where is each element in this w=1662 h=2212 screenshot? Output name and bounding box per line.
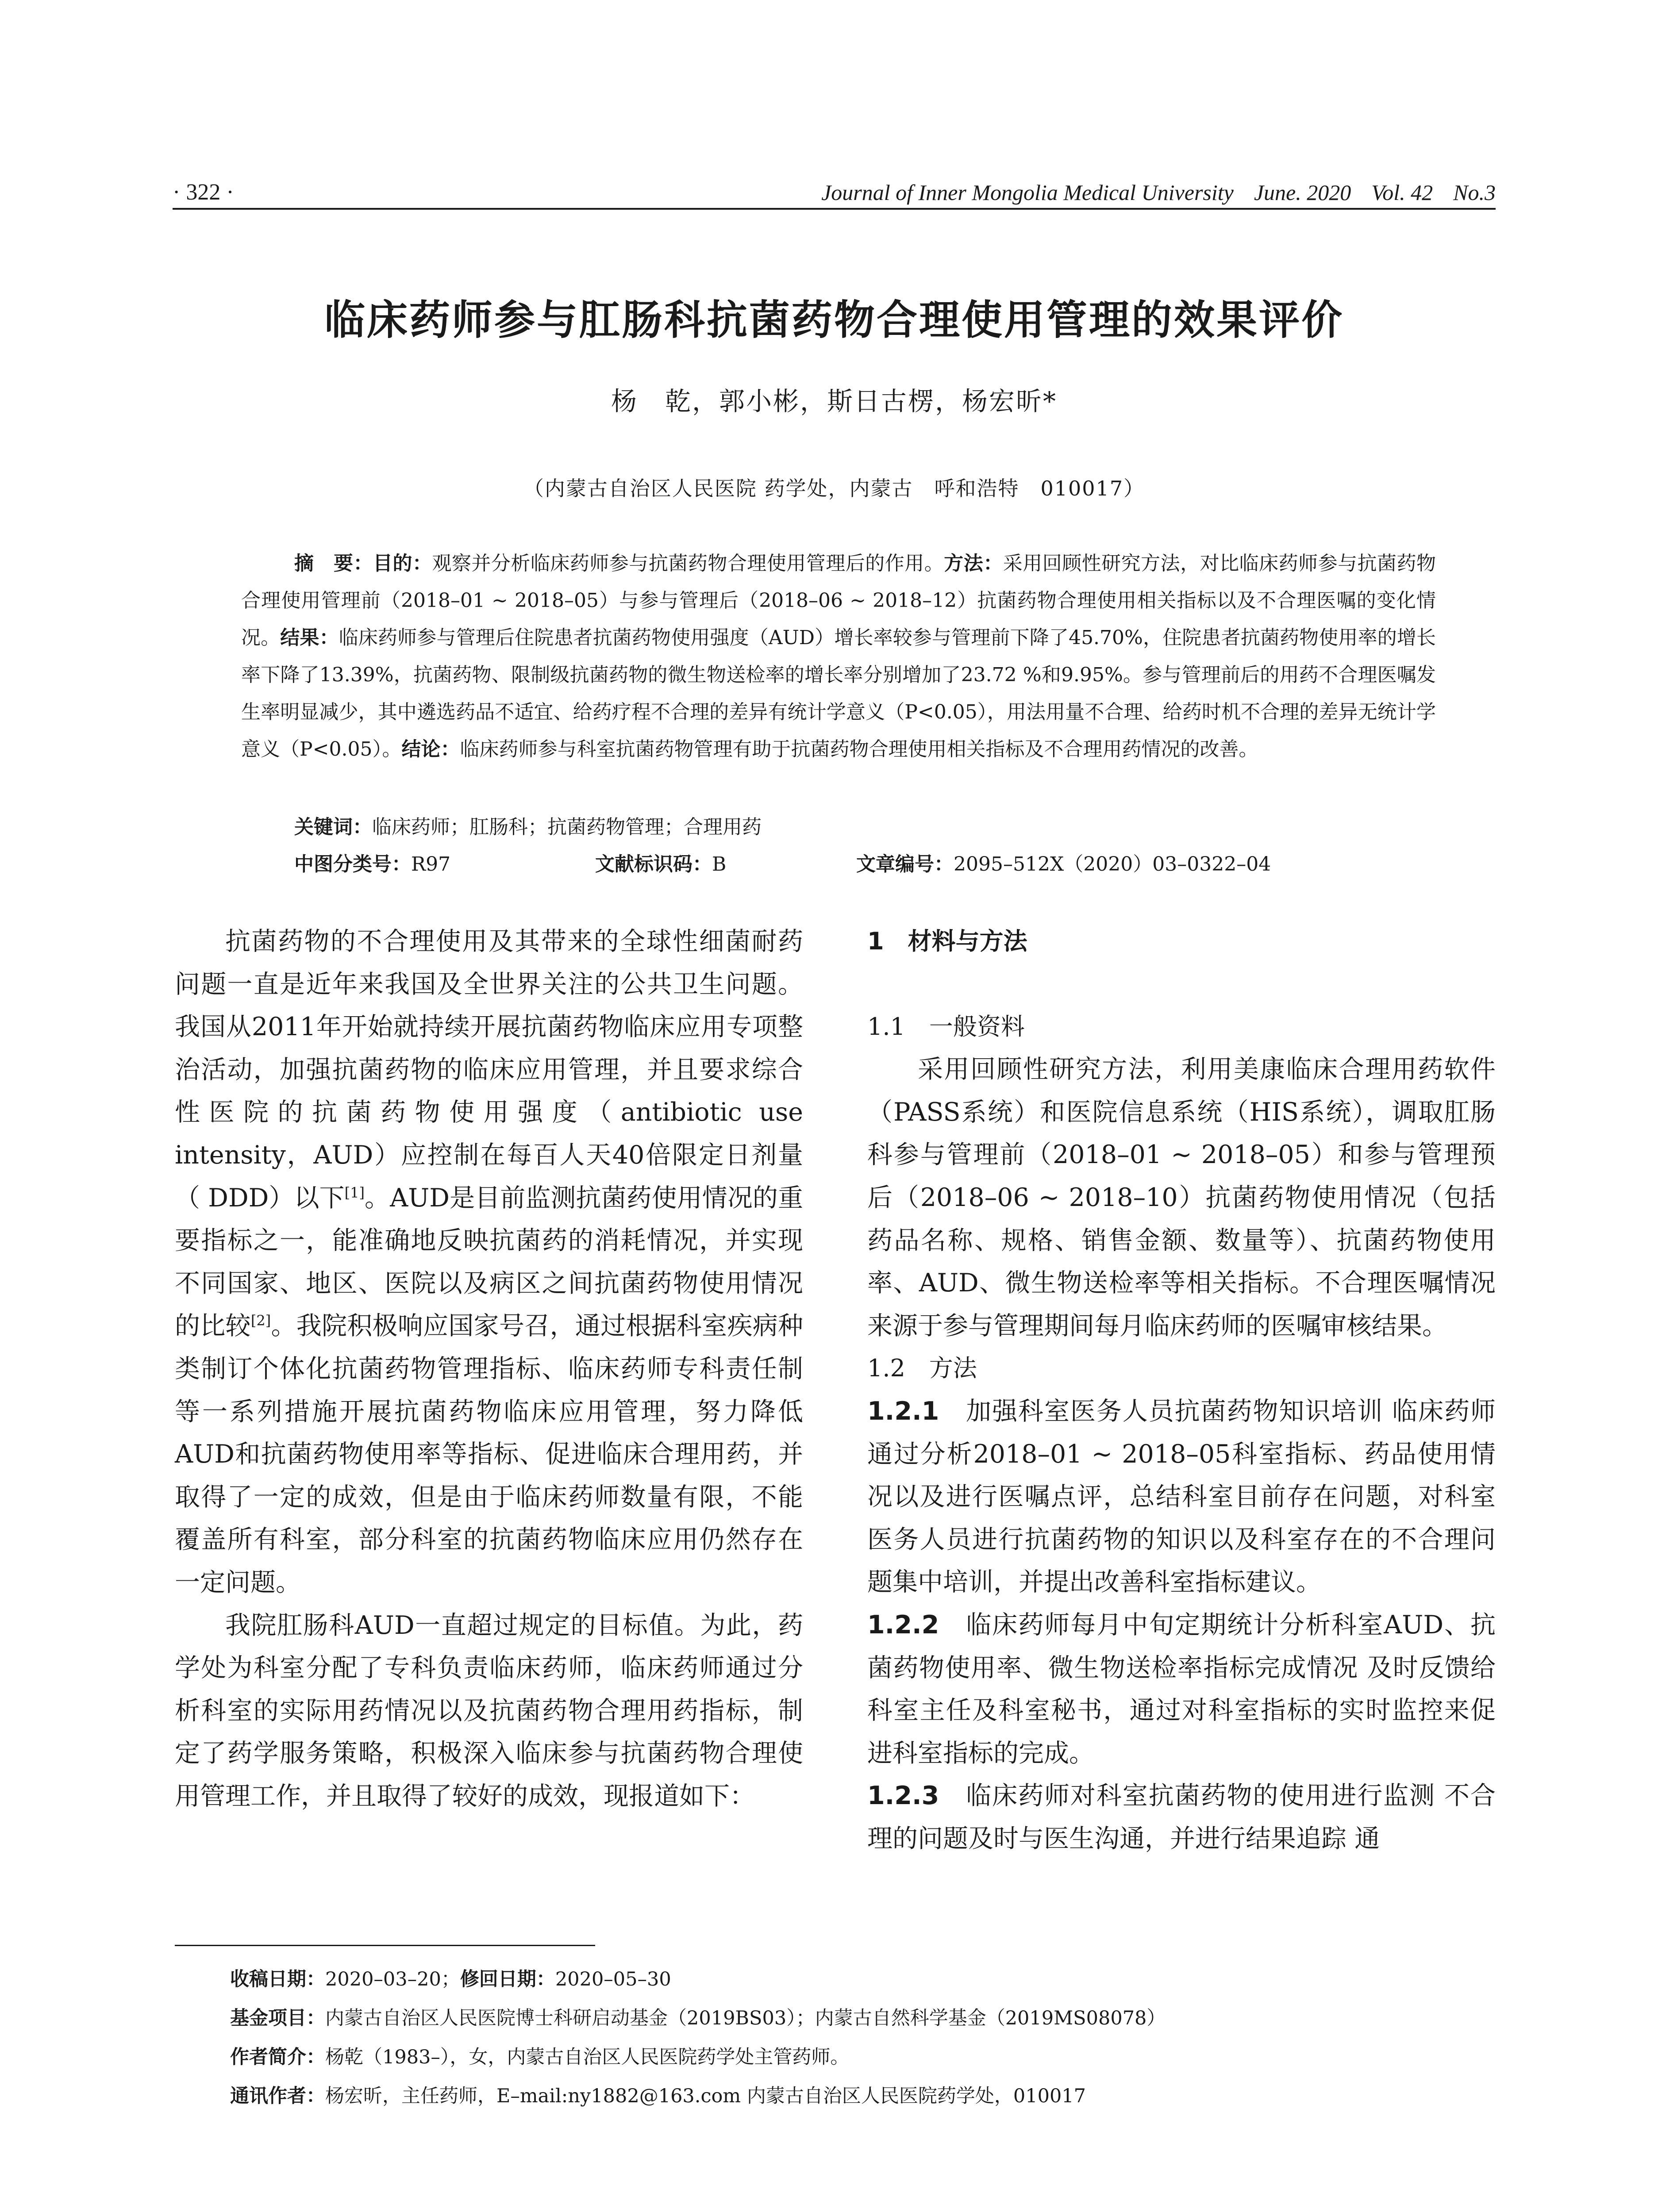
abstract-label: 摘 要： [294, 552, 373, 575]
received-label: 收稿日期： [230, 1968, 325, 1990]
left-column [175, 920, 803, 1817]
footnote-author [230, 2038, 1496, 2077]
text-1-2-3: 临床药师对科室抗菌药物的使用进行监测 不合理的问题及时与医生沟通，并进行结果追踪 通 [867, 1781, 1496, 1853]
abstract [241, 545, 1436, 768]
intro-paragraph-1 [175, 920, 803, 1604]
keywords [294, 809, 762, 846]
section-heading-1-1: 1.1 一般资料 [867, 1012, 1025, 1041]
clc-value: R97 [411, 853, 451, 876]
method-text: 采用回顾性研究方法，对比临床药师参与抗菌药物合理使用管理前（2018–01 ~ 2018–05）与参与管理后（2018–06 ~ 2018–12）抗菌药物合理使用相关指标以及不合理医嘱的变化情况。 [241, 552, 1436, 649]
paragraph-1-2-1 [867, 1390, 1496, 1604]
journal-name: Journal of Inner Mongolia Medical University [821, 180, 1234, 205]
fund-label: 基金项目： [230, 2007, 325, 2029]
right-column [867, 920, 1496, 1860]
heading-number-1-2-3: 1.2.3 [867, 1781, 939, 1811]
corresponding-text: 杨宏昕，主任药师，E–mail:ny1882@163.com 内蒙古自治区人民医院药学处，010017 [325, 2085, 1086, 2107]
result-text: 临床药师参与管理后住院患者抗菌药物使用强度（AUD）增长率较参与管理前下降了45.70%，住院患者抗菌药物使用率的增长率下降了13.39%，抗菌药物、限制级抗菌药物的微生物送检率的增长率分别增加了23.72 %和9.95%。参与管理前后的用药不合理医嘱发生率明显减少，其中遴选药品不适宜、给药疗程不合理的差异有统计学意义（P<0.05），用法用量不合理、给药时机不合理的差异无统计学意义（P<0.05）。 [241, 626, 1436, 760]
text-1-2-1: 加强科室医务人员抗菌药物知识培训 临床药师通过分析2018–01 ~ 2018–05科室指标、药品使用情况以及进行医嘱点评，总结科室目前存在问题，对科室医务人员进行抗菌药物的知识以及科室存在的不合理问题集中培训，并提出改善科室指标建议。 [867, 1396, 1496, 1597]
intro-text-a: 抗菌药物的不合理使用及其带来的全球性细菌耐药问题一直是近年来我国及全世界关注的公共卫生问题。我国从2011年开始就持续开展抗菌药物临床应用专项整治活动，加强抗菌药物的临床应用管理，并且要求综合性医院的抗菌药物使用强度（antibiotic use intensity，AUD）应控制在每百人天40倍限定日剂量（ DDD）以下 [175, 927, 803, 1213]
keywords-label: 关键词： [294, 816, 372, 838]
section-heading-1: 1 材料与方法 [867, 927, 1027, 955]
corresponding-label: 通讯作者： [230, 2085, 325, 2107]
author-bio-label: 作者简介： [230, 2046, 325, 2068]
heading-number-1-2-2: 1.2.2 [867, 1610, 939, 1640]
conclusion-label: 结论： [401, 738, 460, 760]
section-heading-1-2: 1.2 方法 [867, 1354, 977, 1382]
running-header [173, 177, 1496, 210]
paragraph-1-2-2 [867, 1604, 1496, 1774]
affiliation: （内蒙古自治区人民医院 药学处，内蒙古 呼和浩特 010017） [523, 476, 1145, 500]
result-label: 结果： [280, 626, 339, 649]
received-date: 2020–03–20； [325, 1968, 460, 1990]
classification-line [294, 846, 1436, 883]
doc-code-value: B [712, 853, 727, 876]
footnote-dates [230, 1960, 1496, 1999]
revised-date: 2020–05–30 [555, 1968, 671, 1990]
intro-text-c: 。我院积极响应国家号召，通过根据科室疾病种类制订个体化抗菌药物管理指标、临床药师专科责任制等一系列措施开展抗菌药物临床应用管理，努力降低AUD和抗菌药物使用率等指标、促进临床合理用药，并取得了一定的成效，但是由于临床药师数量有限，不能覆盖所有科室，部分科室的抗菌药物临床应用仍然存在一定问题。 [175, 1311, 804, 1597]
article-number-label: 文章编号： [856, 853, 954, 876]
clc-label: 中图分类号： [294, 853, 411, 876]
objective-label: 目的： [373, 552, 432, 575]
article-title: 临床药师参与肛肠科抗菌药物合理使用管理的效果评价 [324, 296, 1344, 344]
heading-number-1-2-1: 1.2.1 [867, 1396, 939, 1426]
doc-code-group [595, 846, 726, 883]
keywords-value: 临床药师；肛肠科；抗菌药物管理；合理用药 [372, 816, 762, 838]
footnote-fund [230, 1999, 1496, 2038]
footnotes [230, 1960, 1496, 2116]
footnote-rule [175, 1945, 595, 1946]
paragraph-1-2-3 [867, 1774, 1496, 1860]
fund-text: 内蒙古自治区人民医院博士科研启动基金（2019BS03）；内蒙古自然科学基金（2019MS08078） [325, 2007, 1166, 2029]
article-number-group [856, 846, 1271, 883]
method-label: 方法： [944, 552, 1003, 575]
page-number: · 322 · [173, 180, 234, 205]
journal-citation [801, 177, 1496, 208]
intro-paragraph-2: 我院肛肠科AUD一直超过规定的目标值。为此，药学处为科室分配了专科负责临床药师，临床药师通过分析科室的实际用药情况以及抗菌药物合理用药指标，制定了药学服务策略，积极深入临床参与抗菌药物合理使用管理工作，并且取得了较好的成效，现报道如下： [175, 1610, 803, 1811]
footnote-corresponding [230, 2077, 1496, 2116]
article-number-value: 2095–512X（2020）03–0322–04 [954, 853, 1271, 876]
text-1-2-2: 临床药师每月中旬定期统计分析科室AUD、抗菌药物使用率、微生物送检率指标完成情况 及时反馈给科室主任及科室秘书，通过对科室指标的实时监控来促进科室指标的完成。 [867, 1610, 1496, 1768]
journal-date: June. 2020 [1254, 180, 1351, 205]
author-bio-text: 杨乾（1983–），女，内蒙古自治区人民医院药学处主管药师。 [325, 2046, 850, 2068]
clc-group [294, 853, 450, 876]
author-list: 杨 乾，郭小彬，斯日古楞，杨宏昕* [611, 386, 1057, 416]
citation-1[interactable]: [1] [344, 1184, 365, 1201]
journal-issue: No.3 [1453, 180, 1496, 205]
doc-code-label: 文献标识码： [595, 853, 712, 876]
citation-2[interactable]: [2] [250, 1312, 271, 1329]
journal-volume: Vol. 42 [1371, 180, 1433, 205]
conclusion-text: 临床药师参与科室抗菌药物管理有助于抗菌药物合理使用相关指标及不合理用药情况的改善。 [460, 738, 1258, 760]
paragraph-1-1: 采用回顾性研究方法，利用美康临床合理用药软件（PASS系统）和医院信息系统（HIS系统），调取肛肠科参与管理前（2018–01 ~ 2018–05）和参与管理预后（2018–06 ~ 2018–10）抗菌药物使用情况（包括药品名称、规格、销售金额、数量等）、抗菌药物使用率、AUD、微生物送检率等相关指标。不合理医嘱情况来源于参与管理期间每月临床药师的医嘱审核结果。 [867, 1055, 1496, 1340]
objective-text: 观察并分析临床药师参与抗菌药物合理使用管理后的作用。 [432, 552, 944, 575]
intro-text-b: 。AUD是目前监测抗菌药使用情况的重要指标之一，能准确地反映抗菌药的消耗情况，并实现不同国家、地区、医院以及病区之间抗菌药物使用情况的比较 [175, 1183, 803, 1341]
revised-label: 修回日期： [460, 1968, 555, 1990]
